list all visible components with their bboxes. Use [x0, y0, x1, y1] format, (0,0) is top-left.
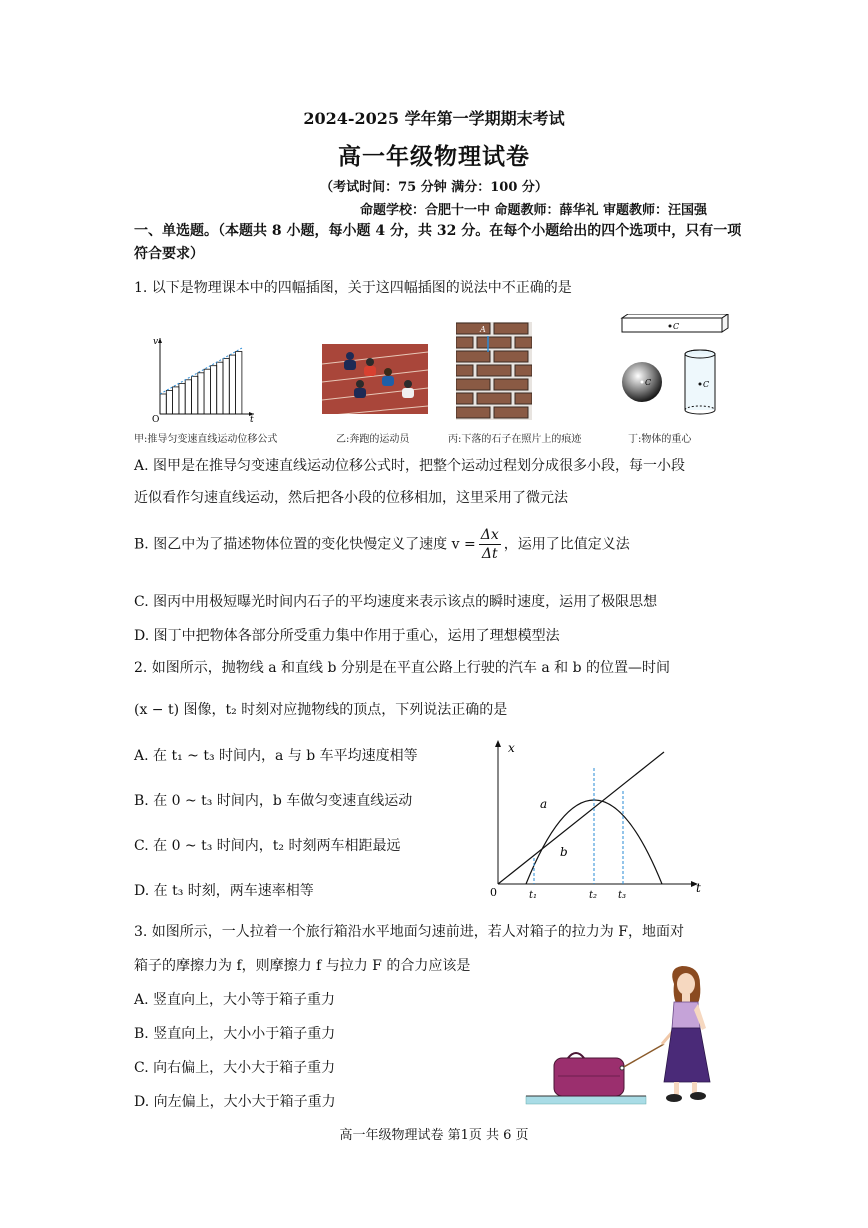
q3-stem-line2: 箱子的摩擦力为 f，则摩擦力 f 与拉力 F 的合力应该是 [134, 958, 471, 974]
point-a-label: A [480, 325, 486, 334]
q2-option-a: A. 在 t₁ ~ t₃ 时间内，a 与 b 车平均速度相等 [134, 748, 418, 764]
vt-step-bar [236, 352, 242, 415]
vt-step-bar [223, 359, 229, 414]
caption-bing: 丙:下落的石子在照片上的痕迹 [448, 434, 582, 445]
q2-option-c: C. 在 0 ~ t₃ 时间内，t₂ 时刻两车相距最远 [134, 838, 401, 854]
xt-graph [484, 736, 710, 902]
brick [456, 407, 490, 418]
vt-step-bar [198, 373, 204, 414]
vt-step-bar [204, 369, 210, 414]
brick [456, 351, 490, 362]
t2-label: t₂ [589, 890, 598, 901]
center-label-ball: C [645, 378, 652, 387]
fraction-numerator: Δx [480, 527, 499, 543]
vt-step-bar [160, 394, 166, 414]
q3-option-c: C. 向右偏上，大小大于箱子重力 [134, 1060, 336, 1076]
brick [477, 393, 511, 404]
brick [456, 365, 473, 376]
brick [494, 323, 528, 334]
brick [456, 379, 490, 390]
q1-option-c: C. 图丙中用极短曝光时间内石子的平均速度来表示该点的瞬时速度，运用了极限思想 [134, 594, 658, 610]
q2-stem-line1: 2. 如图所示，抛物线 a 和直线 b 分别是在平直公路上行驶的汽车 a 和 b 的位置—时间 [134, 660, 671, 676]
q1-option-b-pre: B. 图乙中为了描述物体位置的变化快慢定义了速度 v = [134, 536, 476, 553]
vt-step-bar [229, 355, 235, 414]
brick [494, 351, 528, 362]
figure-vt-graph [150, 332, 260, 422]
brick [494, 407, 528, 418]
q2-stem-line2: (x − t) 图像，t₂ 时刻对应抛物线的顶点，下列说法正确的是 [134, 702, 508, 718]
brick [477, 337, 511, 348]
brick [456, 337, 473, 348]
t1-label: t₁ [529, 890, 538, 901]
setters-line: 命题学校：合肥十一中 命题教师：薛华礼 审题教师：汪国强 [360, 203, 708, 218]
q1-option-b-post: ，运用了比值定义法 [503, 536, 630, 553]
vt-step-bar [210, 366, 216, 414]
vt-step-bar [166, 391, 172, 415]
girl-pulling-suitcase-illustration [524, 964, 724, 1112]
page-footer: 高一年级物理试卷 第1页 共 6 页 [339, 1128, 529, 1143]
brick [477, 365, 511, 376]
runners-photo [322, 344, 428, 414]
brick-wall-figure [456, 322, 532, 420]
exam-title: 2024-2025 学年第一学期期末考试 [303, 109, 565, 128]
q1-stem: 1. 以下是物理课本中的四幅插图，关于这四幅插图的说法中不正确的是 [134, 280, 572, 296]
brick [456, 393, 473, 404]
q3-option-d: D. 向左偏上，大小大于箱子重力 [134, 1094, 336, 1110]
curve-a-label: a [540, 797, 548, 811]
q3-stem-line1: 3. 如图所示，一人拉着一个旅行箱沿水平地面匀速前进，若人对箱子的拉力为 F，地面对 [134, 924, 684, 940]
t-axis-label-graph: t [696, 881, 701, 895]
vt-step-bar [217, 362, 223, 414]
q2-option-d: D. 在 t₃ 时刻，两车速率相等 [134, 883, 314, 899]
v-axis-label: v [153, 337, 159, 347]
vt-step-bar [179, 383, 185, 414]
t3-label: t₃ [618, 890, 627, 901]
q3-option-a: A. 竖直向上，大小等于箱子重力 [134, 992, 336, 1008]
section-heading: 一、单选题。（本题共 8 小题，每小题 4 分，共 32 分。在每个小题给出的四个选项中，只有一项符合要求） [134, 223, 742, 262]
paper-title: 高一年级物理试卷 [338, 143, 530, 170]
center-of-gravity-figure [614, 314, 730, 424]
caption-ding: 丁:物体的重心 [628, 434, 692, 445]
brick [494, 379, 528, 390]
q1-option-b [134, 526, 630, 563]
vt-step-bar [173, 387, 179, 414]
brick [515, 393, 532, 404]
vt-step-bar [185, 380, 191, 414]
t-axis-label: t [250, 415, 254, 422]
x-axis-label: x [508, 741, 515, 755]
brick [515, 365, 532, 376]
line-b-label: b [560, 845, 568, 859]
vt-step-bar [192, 376, 198, 414]
velocity-fraction [479, 526, 501, 563]
caption-yi: 乙:奔跑的运动员 [336, 434, 410, 445]
q1-option-d: D. 图丁中把物体各部分所受重力集中作用于重心，运用了理想模型法 [134, 628, 560, 644]
q1-option-a-line1: A. 图甲是在推导匀变速直线运动位移公式时，把整个运动过程划分成很多小段，每一小段 [134, 458, 686, 474]
q2-option-b: B. 在 0 ~ t₃ 时间内，b 车做匀变速直线运动 [134, 793, 413, 809]
caption-jia: 甲:推导匀变速直线运动位移公式 [134, 434, 278, 445]
center-label-cylinder: C [703, 380, 710, 389]
center-label-bar: C [673, 322, 680, 331]
origin-label: O [152, 415, 160, 422]
q1-option-a-line2: 近似看作匀速直线运动，然后把各小段的位移相加，这里采用了微元法 [134, 490, 568, 506]
exam-info: （考试时间：75 分钟 满分：100 分） [320, 180, 548, 195]
fraction-denominator: Δt [481, 546, 498, 562]
graph-origin: 0 [490, 886, 497, 899]
q3-option-b: B. 竖直向上，大小小于箱子重力 [134, 1026, 336, 1042]
brick [515, 337, 532, 348]
